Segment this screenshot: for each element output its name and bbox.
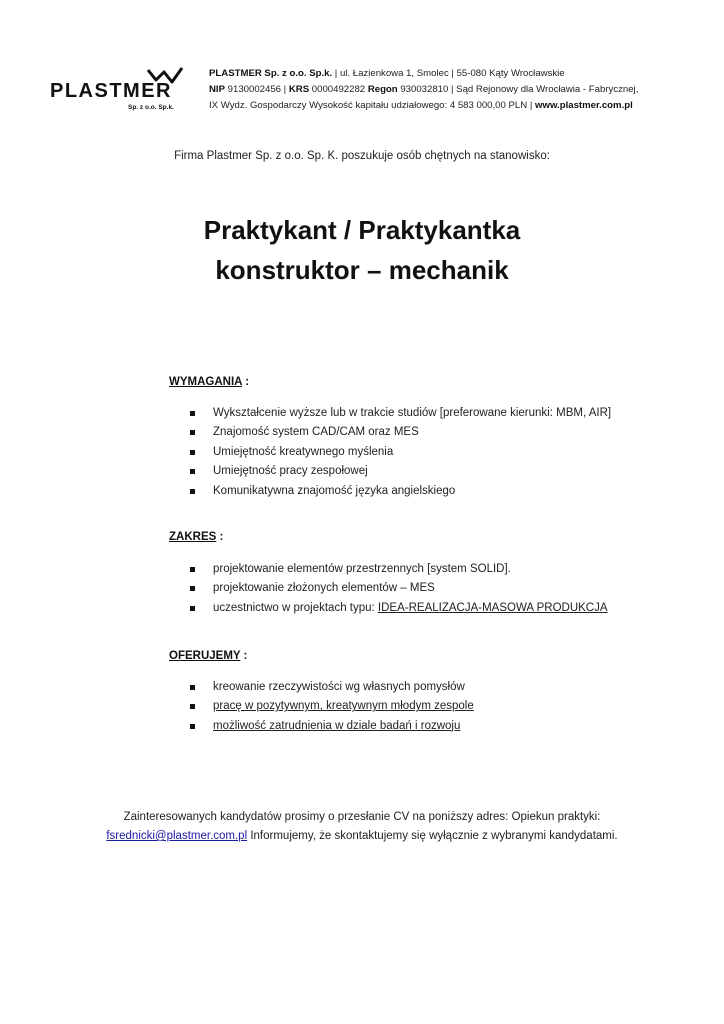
bullet-icon	[190, 450, 195, 455]
contact-email-link[interactable]: fsrednicki@plastmer.com.pl	[106, 830, 248, 842]
bullet-icon	[190, 430, 195, 435]
list-item	[190, 599, 608, 618]
requirements-list	[190, 404, 611, 501]
contact-footer	[0, 808, 724, 846]
bullet-icon	[190, 567, 195, 572]
requirements-heading-suffix: :	[242, 376, 250, 388]
list-item	[190, 678, 474, 697]
regon-label: Regon	[367, 84, 398, 95]
list-item	[190, 579, 608, 598]
scope-heading	[169, 531, 223, 543]
list-item	[190, 717, 474, 736]
offer-heading-suffix: :	[240, 650, 248, 662]
list-item-text: Umiejętność kreatywnego myślenia	[213, 445, 394, 458]
bullet-icon	[190, 606, 195, 611]
plastmer-logo	[50, 66, 190, 116]
list-item-text: Znajomość system CAD/CAM oraz MES	[213, 426, 419, 439]
nip-value: 9130002456 |	[225, 84, 289, 95]
list-item-text: kreowanie rzeczywistości wg własnych pomysłów	[213, 681, 465, 693]
requirements-heading	[169, 376, 249, 388]
intro-text: Firma Plastmer Sp. z o.o. Sp. K. poszukuje osób chętnych na stanowisko:	[174, 150, 550, 162]
scope-list	[190, 560, 608, 618]
logo-wordmark: PLASTMER	[50, 80, 172, 102]
list-item-text: pracę w pozytywnym, kreatywnym młodym zespole	[213, 700, 474, 713]
scope-heading-label: ZAKRES	[169, 531, 217, 543]
company-info-line-2	[209, 82, 709, 98]
bullet-icon	[190, 724, 195, 729]
list-item-text: uczestnictwo w projektach typu:	[213, 601, 378, 614]
offer-list	[190, 678, 474, 736]
list-item	[190, 423, 611, 442]
bullet-icon	[190, 704, 195, 709]
job-title	[0, 210, 724, 290]
list-item-text: Umiejętność pracy zespołowej	[213, 465, 368, 478]
list-item	[190, 560, 608, 579]
list-item	[190, 697, 474, 716]
list-item-text: projektowanie elementów przestrzennych [system SOLID].	[213, 563, 511, 575]
krs-value: 0000492282	[309, 84, 368, 95]
project-type-text: IDEA-REALIZACJA-MASOWA PRODUKCJA	[377, 601, 608, 614]
list-item-text: Wykształcenie wyższe lub w trakcie studiów [preferowane kierunki: MBM, AIR]	[213, 407, 612, 419]
nip-label: NIP	[209, 84, 225, 95]
list-item	[190, 443, 611, 462]
list-item-text: Komunikatywna znajomość języka angielskiego	[213, 484, 456, 497]
company-info	[209, 66, 709, 114]
company-info-line-3	[209, 98, 709, 114]
offer-heading-label: OFERUJEMY	[169, 650, 241, 662]
list-item-text: projektowanie złożonych elementów – MES	[213, 582, 435, 595]
bullet-icon	[190, 586, 195, 591]
list-item	[190, 482, 611, 501]
requirements-heading-label: WYMAGANIA	[169, 376, 243, 388]
scope-heading-suffix: :	[216, 531, 224, 543]
bullet-icon	[190, 411, 195, 416]
krs-label: KRS	[288, 84, 310, 95]
court-info: IX Wydz. Gospodarczy Wysokość kapitału udziałowego: 4 583 000,00 PLN |	[209, 100, 536, 111]
list-item	[190, 462, 611, 481]
company-name: PLASTMER Sp. z o.o. Sp.k.	[209, 68, 333, 79]
footer-line-2	[0, 827, 724, 846]
regon-value: 930032810 | Sąd Rejonowy dla Wrocławia - Fabrycznej,	[397, 84, 639, 95]
list-item	[190, 404, 611, 423]
footer-line-1: Zainteresowanych kandydatów prosimy o przesłanie CV na poniższy adres: Opiekun praktyki:	[123, 811, 601, 823]
company-address: | ul. Łazienkowa 1, Smolec | 55-080 Kąty Wrocławskie	[332, 68, 565, 79]
bullet-icon	[190, 469, 195, 474]
company-website: www.plastmer.com.pl	[535, 100, 633, 111]
job-title-line-2: konstruktor – mechanik	[215, 255, 509, 285]
footer-line-2-text: Informujemy, że skontaktujemy się wyłącznie z wybranymi kandydatami.	[247, 830, 618, 842]
bullet-icon	[190, 489, 195, 494]
offer-heading	[169, 650, 247, 662]
company-info-line-1	[209, 66, 709, 82]
job-title-line-1: Praktykant / Praktykantka	[203, 215, 521, 245]
bullet-icon	[190, 685, 195, 690]
logo-subtitle: Sp. z o.o. Sp.k.	[128, 104, 174, 111]
list-item-text: możliwość zatrudnienia w dziale badań i rozwoju	[213, 719, 461, 732]
